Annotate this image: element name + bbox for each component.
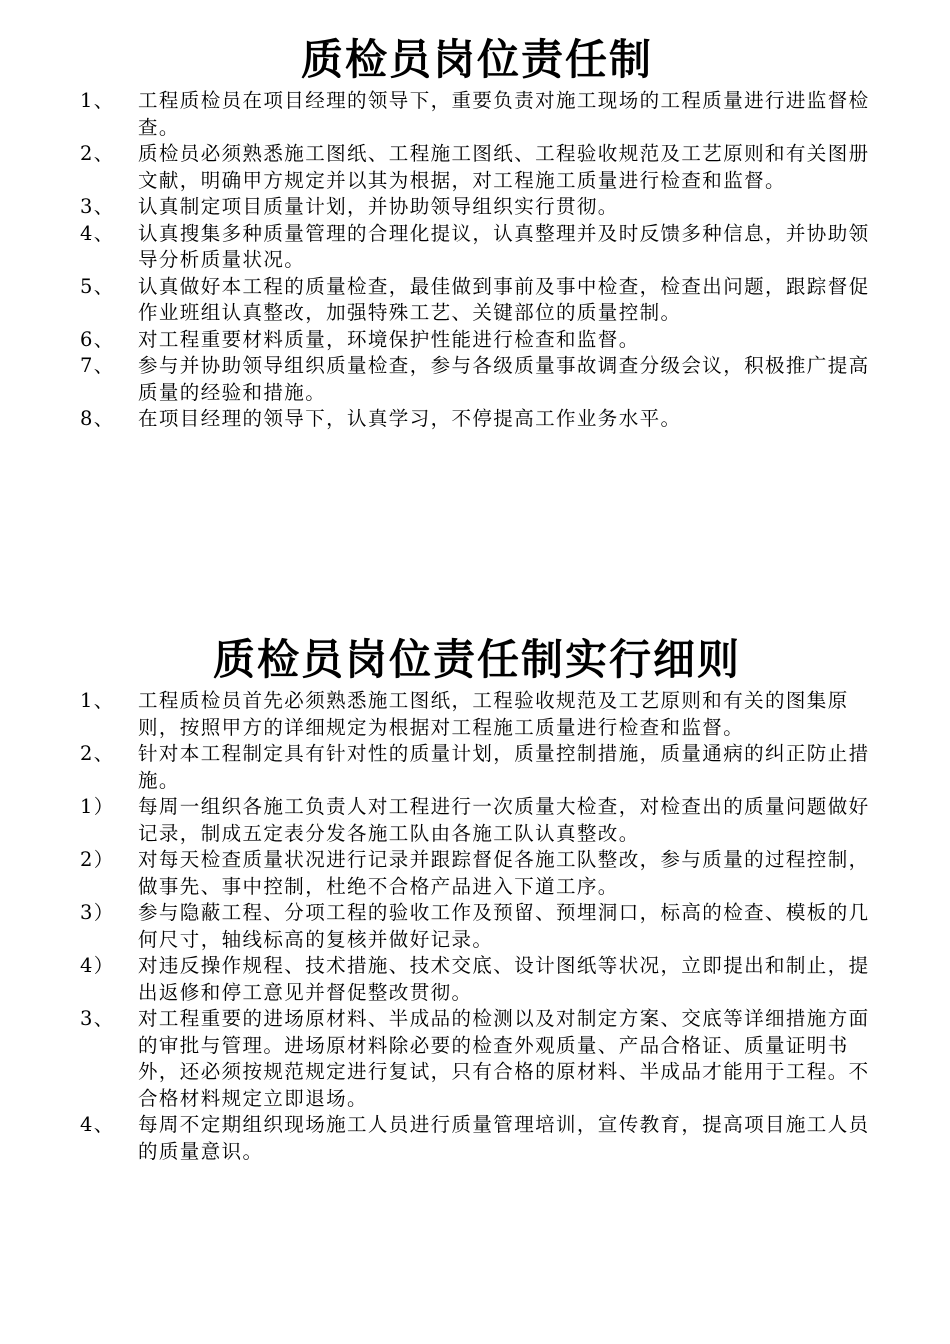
responsibility-list [0, 88, 950, 433]
item-text: 对每天检查质量状况进行记录并跟踪督促各施工队整改，参与质量的过程控制，做事先、事中控制，杜绝不合格产品进入下道工序。 [138, 848, 870, 898]
item-number: 6、 [80, 327, 115, 351]
list-item [0, 194, 950, 221]
item-text: 工程质检员在项目经理的领导下，重要负责对施工现场的工程质量进行进监督检查。 [138, 89, 870, 139]
item-text: 在项目经理的领导下，认真学习，不停提高工作业务水平。 [138, 407, 682, 430]
item-text: 参与并协助领导组织质量检查，参与各级质量事故调查分级会议，积极推广提高质量的经验和措施。 [138, 354, 870, 404]
item-text: 对工程重要的进场原材料、半成品的检测以及对制定方案、交底等详细措施方面的审批与管理。进场原材料除必要的检查外观质量、产品合格证、质量证明书外，还必须按规范规定进行复试，只有合格的原材料、半成品才能用于工程。不合格材料规定立即退场。 [138, 1007, 870, 1110]
item-text: 每周不定期组织现场施工人员进行质量管理培训，宣传教育，提高项目施工人员的质量意识。 [138, 1113, 870, 1163]
item-number: 8、 [80, 407, 115, 430]
list-item [0, 1006, 950, 1112]
item-text: 每周一组织各施工负责人对工程进行一次质量大检查，对检查出的质量问题做好记录，制成五定表分发各施工队由各施工队认真整改。 [138, 795, 870, 845]
item-number: 2、 [80, 142, 115, 165]
section-title: 质检员岗位责任制实行细则 [212, 635, 741, 684]
rules-list [0, 688, 950, 1165]
item-number: 1、 [80, 89, 115, 112]
list-item [0, 953, 950, 1006]
list-item [0, 353, 950, 406]
item-text: 对工程重要材料质量，环境保护性能进行检查和监督。 [138, 327, 640, 351]
list-item [0, 741, 950, 794]
item-text: 质检员必须熟悉施工图纸、工程施工图纸、工程验收规范及工艺原则和有关图册文献，明确甲方规定并以其为根据，对工程施工质量进行检查和监督。 [138, 142, 870, 192]
list-item [0, 406, 950, 433]
list-item [0, 141, 950, 194]
item-number: 7、 [80, 354, 115, 377]
item-text: 认真制定项目质量计划，并协助领导组织实行贯彻。 [138, 195, 619, 218]
item-text: 工程质检员首先必须熟悉施工图纸，工程验收规范及工艺原则和有关的图集原则，按照甲方的详细规定为根据对工程施工质量进行检查和监督。 [138, 689, 849, 739]
item-number: 4、 [80, 1113, 115, 1136]
item-text: 参与隐蔽工程、分项工程的验收工作及预留、预埋洞口，标高的检查、模板的几何尺寸，轴线标高的复核并做好记录。 [138, 901, 870, 951]
list-item [0, 900, 950, 953]
item-text: 针对本工程制定具有针对性的质量计划，质量控制措施，质量通病的纠正防止措施。 [138, 742, 870, 792]
item-number: 1、 [80, 689, 115, 712]
item-number: 2、 [80, 742, 115, 765]
item-number: 2） [80, 848, 115, 871]
list-item [0, 274, 950, 327]
item-number: 3、 [80, 1007, 115, 1030]
item-number: 1） [80, 795, 115, 818]
list-item [0, 688, 950, 741]
item-number: 4） [80, 954, 115, 977]
list-item [0, 327, 950, 354]
list-item [0, 221, 950, 274]
list-item [0, 1112, 950, 1165]
item-text: 认真搜集多种质量管理的合理化提议，认真整理并及时反馈多种信息，并协助领导分析质量状况。 [138, 221, 870, 271]
list-item [0, 88, 950, 141]
list-item [0, 794, 950, 847]
item-text: 对违反操作规程、技术措施、技术交底、设计图纸等状况，立即提出和制止，提出返修和停工意见并督促整改贯彻。 [138, 954, 870, 1004]
item-number: 3） [80, 901, 115, 924]
item-number: 4、 [80, 221, 115, 245]
item-number: 5、 [80, 274, 115, 298]
item-text: 认真做好本工程的质量检查，最佳做到事前及事中检查，检查出问题，跟踪督促作业班组认真整改，加强特殊工艺、关键部位的质量控制。 [138, 274, 870, 324]
section-responsibilities [0, 32, 950, 433]
list-item [0, 847, 950, 900]
section-title: 质检员岗位责任制 [300, 35, 653, 84]
item-number: 3、 [80, 195, 115, 218]
section-implementation-rules [0, 632, 950, 1165]
